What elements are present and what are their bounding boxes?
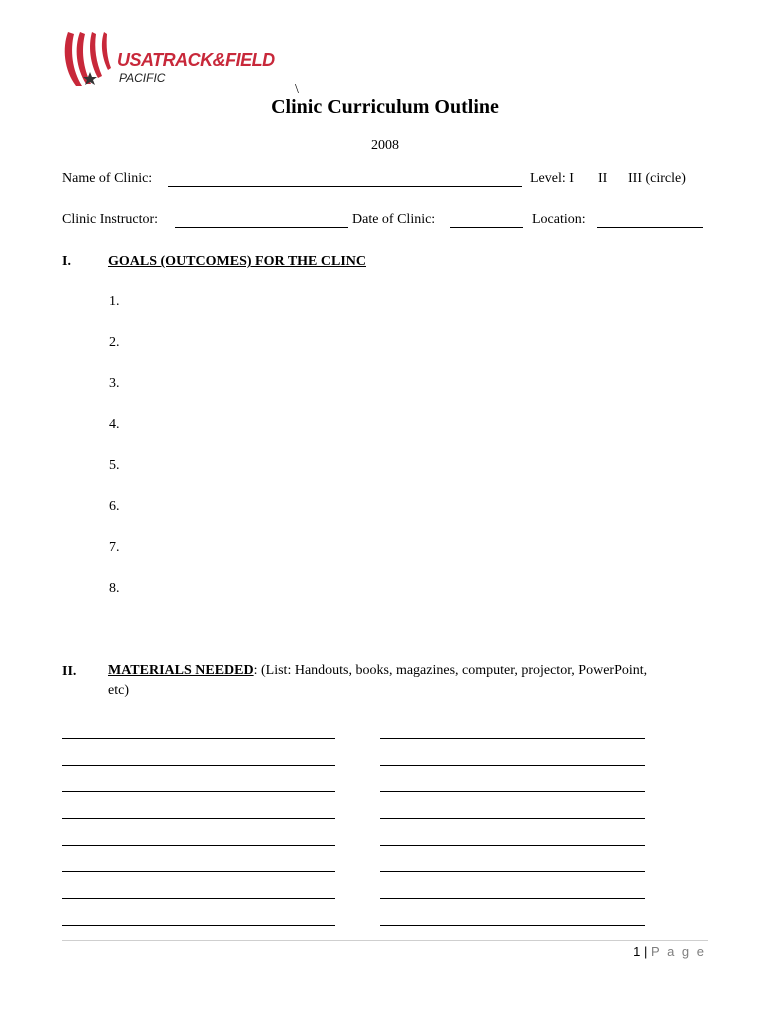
logo-main-text: USATRACK&FIELD — [117, 50, 275, 70]
page-footer — [633, 944, 706, 959]
materials-line-right[interactable] — [380, 738, 645, 739]
date-of-clinic-label: Date of Clinic: — [352, 212, 436, 227]
goal-item: 2. — [109, 335, 120, 350]
materials-line-left[interactable] — [62, 738, 335, 739]
section-2-text — [108, 661, 708, 701]
goal-item: 4. — [109, 417, 120, 432]
goal-item: 7. — [109, 540, 120, 555]
materials-line-right[interactable] — [380, 898, 645, 899]
section-2-list-line-1: : (List: Handouts, books, magazines, computer, projector, PowerPoint, — [253, 663, 648, 678]
goal-item: 6. — [109, 499, 120, 514]
stray-mark: \ — [295, 82, 299, 97]
footer-separator: | — [644, 944, 648, 959]
level-3-option[interactable]: III (circle) — [628, 171, 686, 186]
materials-line-right[interactable] — [380, 791, 645, 792]
materials-line-left[interactable] — [62, 898, 335, 899]
goal-item: 3. — [109, 376, 120, 391]
materials-line-right[interactable] — [380, 925, 645, 926]
clinic-instructor-label: Clinic Instructor: — [62, 212, 159, 227]
goal-item: 1. — [109, 294, 120, 309]
date-of-clinic-field[interactable] — [450, 227, 523, 228]
level-2-option[interactable]: II — [598, 171, 608, 186]
materials-line-left[interactable] — [62, 845, 335, 846]
page-title: Clinic Curriculum Outline — [271, 96, 499, 118]
section-2-list-line-2: etc) — [108, 683, 129, 698]
location-label: Location: — [532, 212, 586, 227]
name-of-clinic-field[interactable] — [168, 186, 522, 187]
goal-item: 5. — [109, 458, 120, 473]
year-label: 2008 — [371, 138, 399, 153]
name-of-clinic-label: Name of Clinic: — [62, 171, 153, 186]
section-1-heading: GOALS (OUTCOMES) FOR THE CLINC — [108, 254, 366, 269]
page-number: 1 — [633, 944, 641, 959]
section-2-heading: MATERIALS NEEDED — [108, 663, 254, 678]
materials-line-right[interactable] — [380, 871, 645, 872]
materials-line-right[interactable] — [380, 818, 645, 819]
location-field[interactable] — [597, 227, 703, 228]
level-label: Level: I — [530, 171, 574, 186]
logo-sub-text: PACIFIC — [119, 71, 166, 85]
clinic-instructor-field[interactable] — [175, 227, 348, 228]
goal-item: 8. — [109, 581, 120, 596]
section-2-number: II. — [62, 664, 77, 679]
materials-line-right[interactable] — [380, 845, 645, 846]
materials-line-right[interactable] — [380, 765, 645, 766]
materials-line-left[interactable] — [62, 871, 335, 872]
page-word: P a g e — [651, 944, 706, 959]
materials-line-left[interactable] — [62, 765, 335, 766]
section-1-number: I. — [62, 254, 71, 269]
materials-line-left[interactable] — [62, 791, 335, 792]
materials-line-left[interactable] — [62, 818, 335, 819]
footer-divider — [62, 940, 708, 941]
materials-line-left[interactable] — [62, 925, 335, 926]
